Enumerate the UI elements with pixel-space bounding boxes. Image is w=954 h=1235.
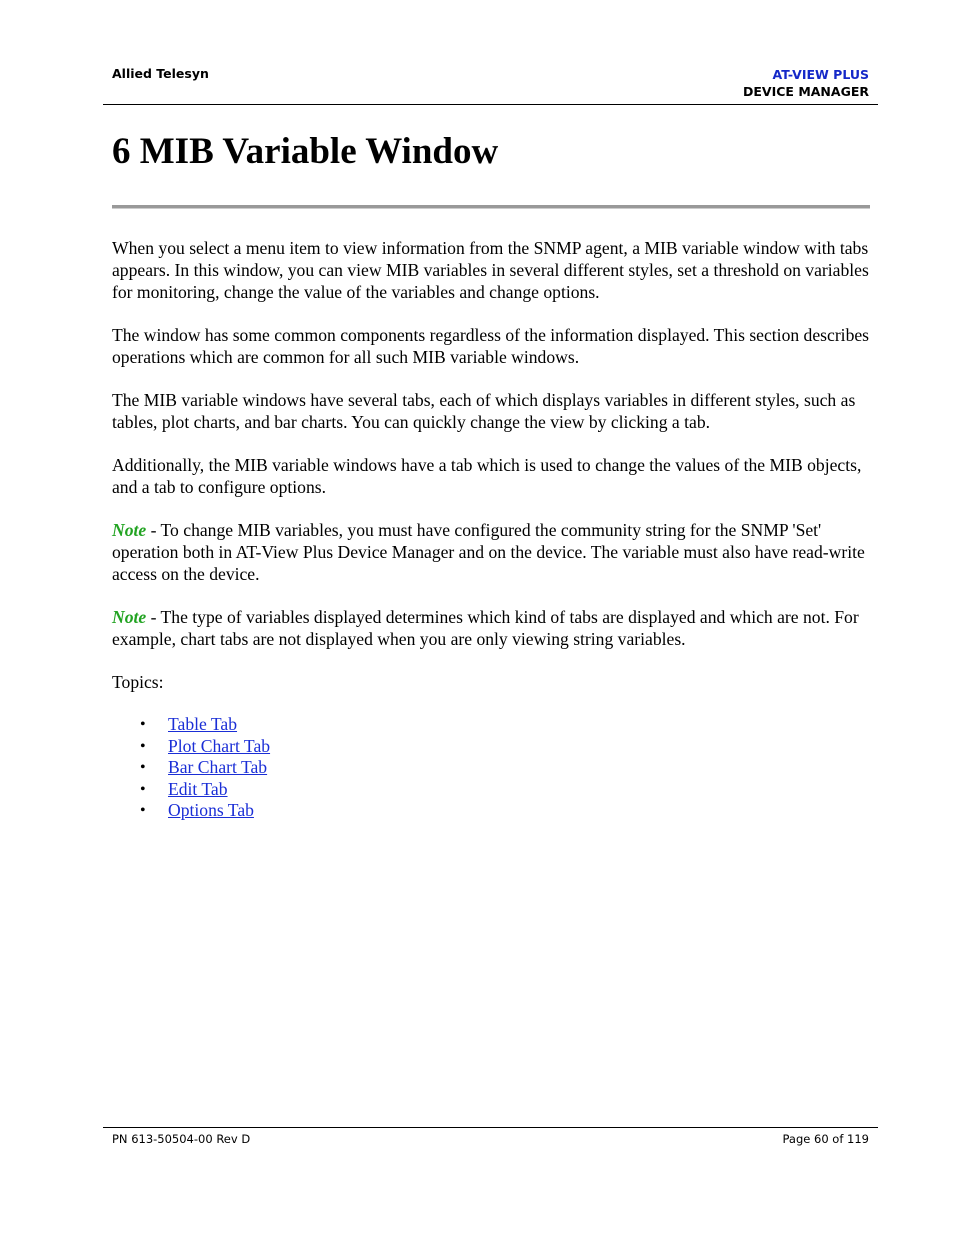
topic-link-edit-tab[interactable]: Edit Tab	[168, 778, 228, 799]
note-label: Note	[112, 520, 147, 540]
footer-divider	[103, 1127, 878, 1128]
list-item	[168, 714, 877, 736]
footer-page-number: Page 60 of 119	[782, 1132, 869, 1146]
header-company: Allied Telesyn	[112, 66, 209, 81]
topics-list	[112, 714, 877, 822]
title-divider	[112, 205, 870, 209]
list-item	[168, 800, 877, 822]
topic-link-bar-chart-tab[interactable]: Bar Chart Tab	[168, 757, 268, 778]
paragraph: Additionally, the MIB variable windows have a tab which is used to change the values of the MIB objects, and a tab to configure options.	[112, 455, 862, 497]
note-text: - To change MIB variables, you must have configured the community string for the SNMP 'Set' operation both in AT-View Plus Device Manager and on the device. The variable must also have read-write access on the device.	[112, 520, 865, 584]
list-item	[168, 779, 877, 801]
note-paragraph	[112, 606, 877, 650]
note-paragraph	[112, 519, 877, 585]
body-content	[112, 237, 877, 822]
note-text: - The type of variables displayed determines which kind of tabs are displayed and which are not. For example, chart tabs are not displayed when you are only viewing string variables.	[112, 607, 859, 649]
topic-link-plot-chart-tab[interactable]: Plot Chart Tab	[168, 735, 271, 756]
page-title: 6 MIB Variable Window	[112, 131, 499, 172]
paragraph: When you select a menu item to view information from the SNMP agent, a MIB variable window with tabs appears. In this window, you can view MIB variables in several different styles, set a threshold on variables for monitoring, change the value of the variables and change options.	[112, 238, 869, 302]
list-item	[168, 757, 877, 779]
paragraph: The window has some common components regardless of the information displayed. This section describes operations which are common for all such MIB variable windows.	[112, 325, 870, 367]
header-product-block	[743, 66, 869, 100]
header-subtitle: DEVICE MANAGER	[743, 84, 869, 99]
header-product: AT-VIEW PLUS	[772, 67, 869, 82]
topics-label: Topics:	[112, 672, 164, 692]
header-divider	[103, 104, 878, 105]
footer-part-number: PN 613-50504-00 Rev D	[112, 1132, 251, 1146]
topic-link-table-tab[interactable]: Table Tab	[168, 714, 238, 734]
topic-link-options-tab[interactable]: Options Tab	[168, 800, 254, 821]
paragraph: The MIB variable windows have several tabs, each of which displays variables in different styles, such as tables, plot charts, and bar charts. You can quickly change the view by clicking a tab.	[112, 390, 856, 432]
list-item	[168, 736, 877, 758]
note-label: Note	[112, 607, 147, 627]
